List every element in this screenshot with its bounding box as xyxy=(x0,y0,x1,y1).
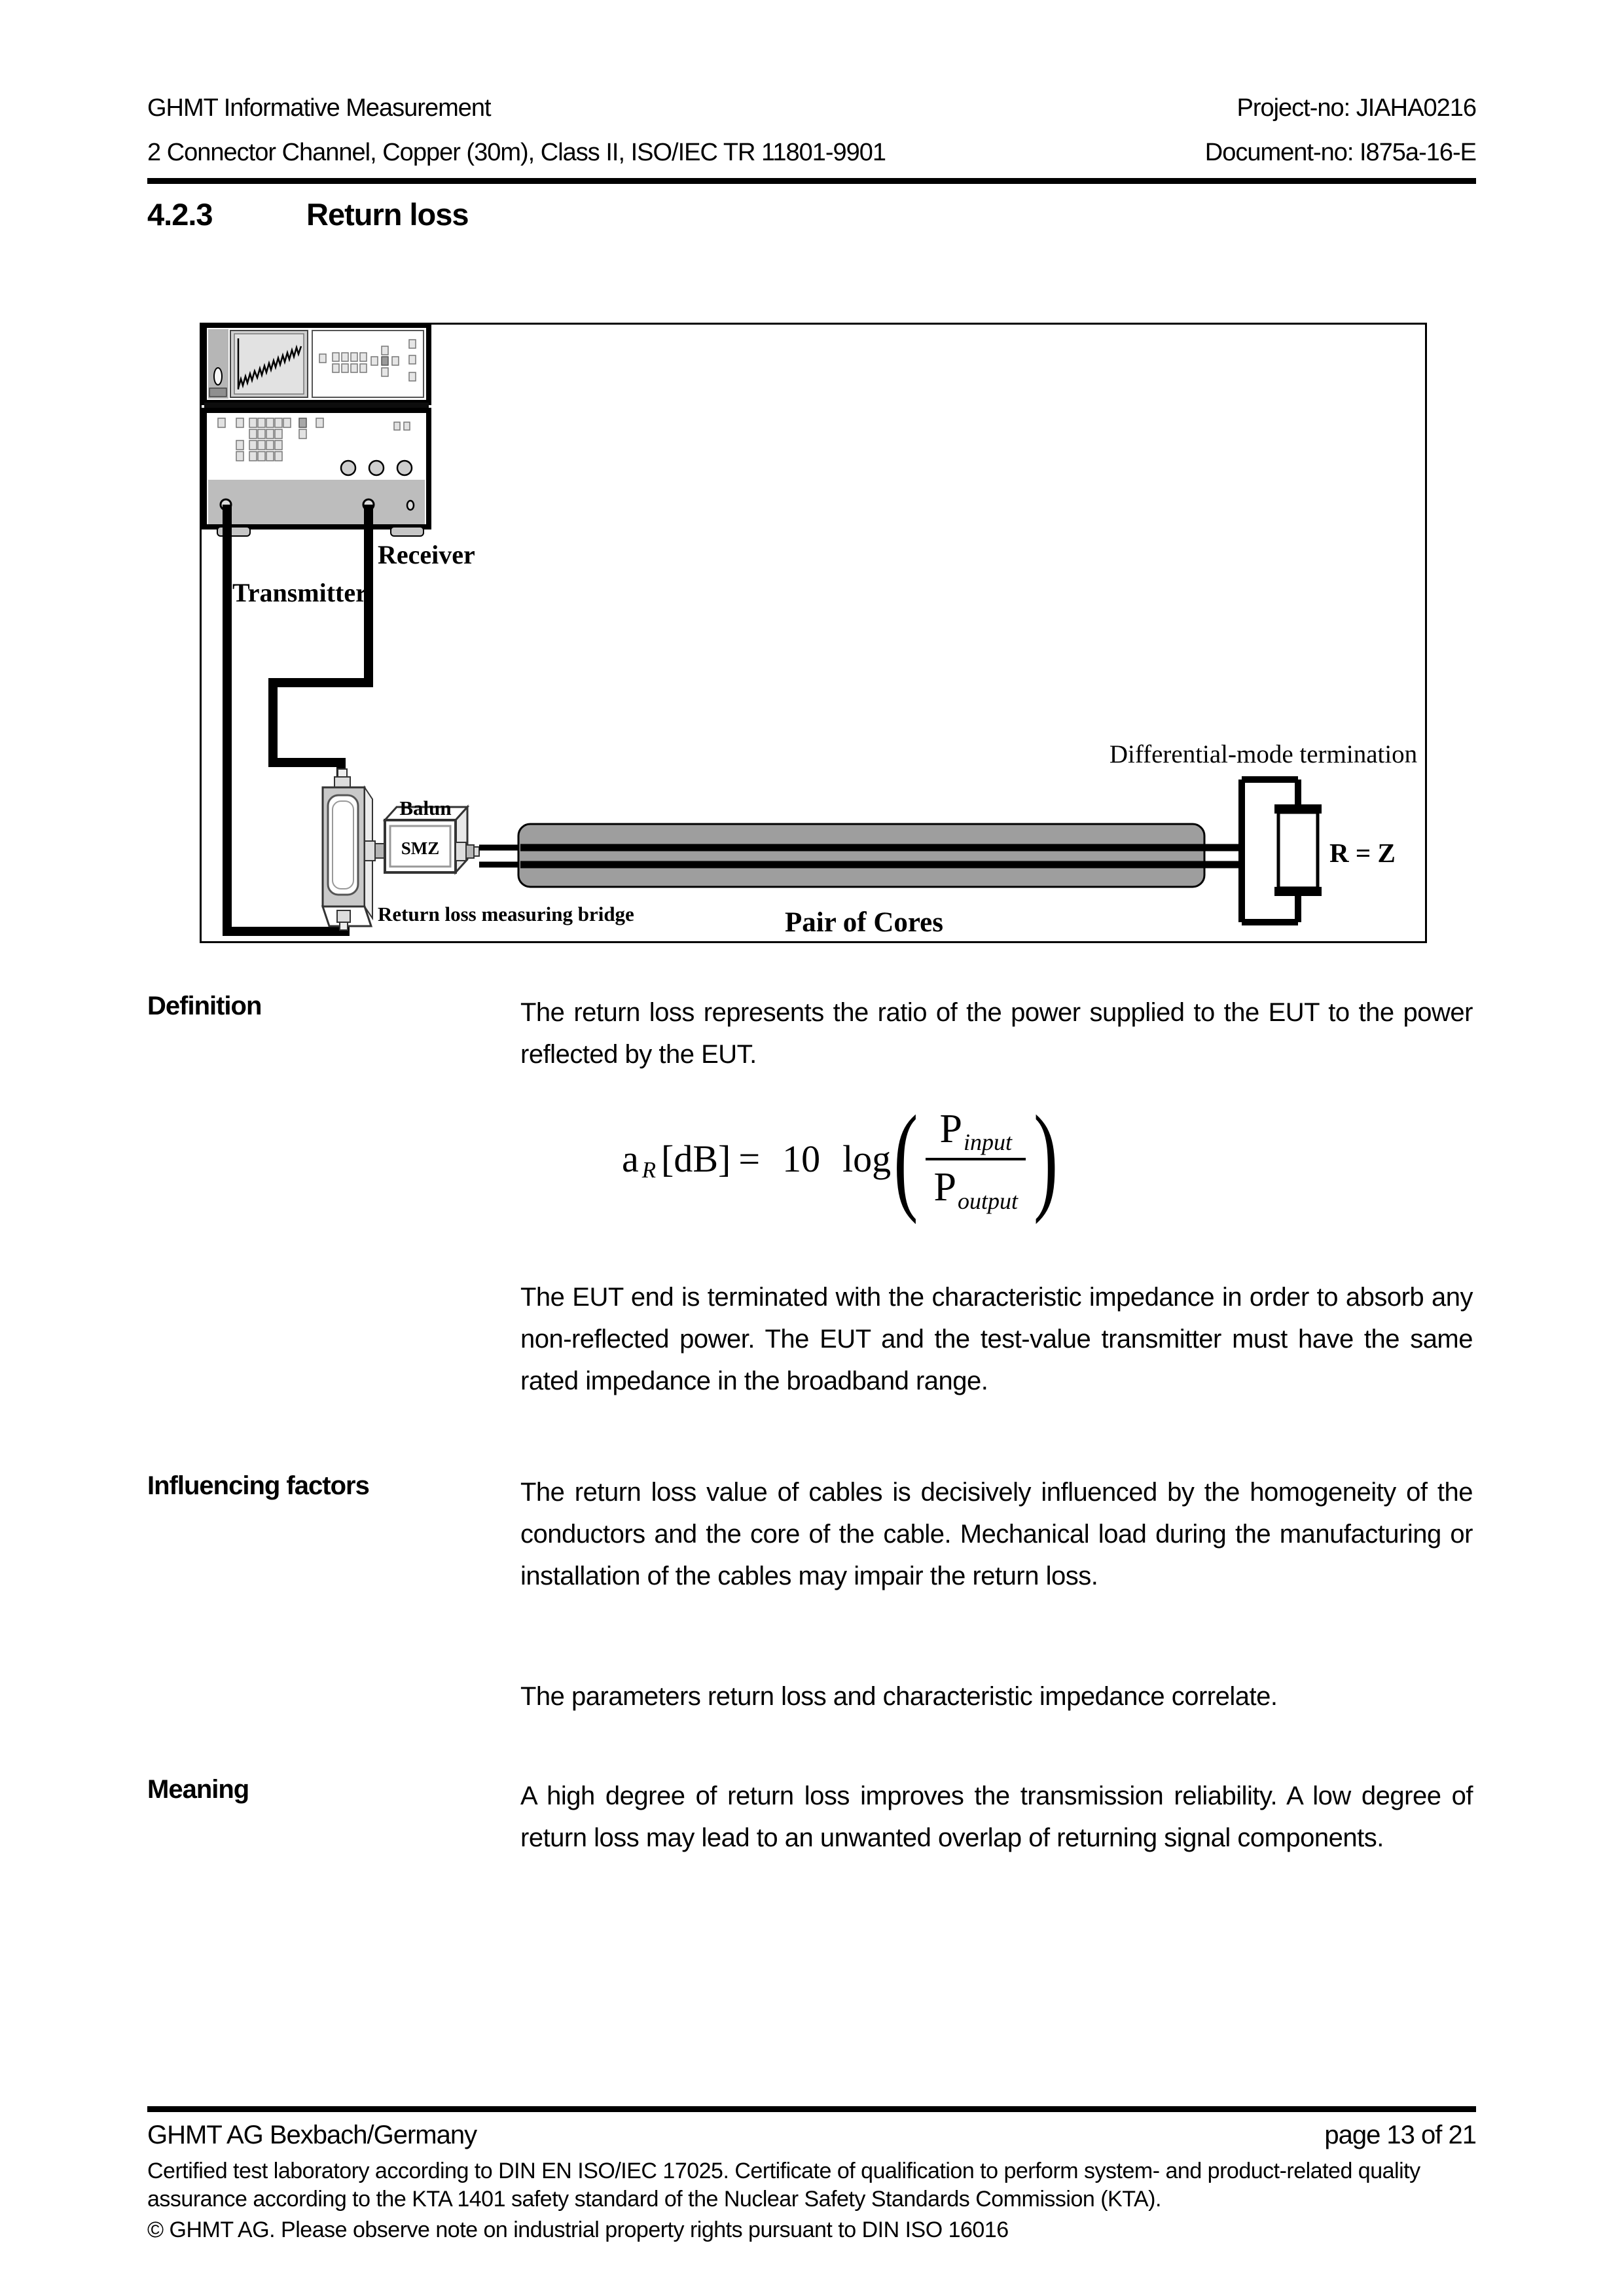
influencing-factors-paragraph-2: The parameters return loss and characteristic impedance correlate. xyxy=(520,1682,1278,1711)
meaning-label: Meaning xyxy=(147,1775,249,1804)
influencing-factors-paragraph: The return loss value of cables is decisively influenced by the homogeneity of the conductors and the core of the cable. Mechanical load during the manufacturing or installation of the cables may impair the return loss. xyxy=(520,1478,1473,1590)
formula-coefficient: 10 xyxy=(782,1137,821,1180)
definition-paragraph: The return loss represents the ratio of the power supplied to the EUT to the power reflected by the EUT. xyxy=(520,998,1473,1069)
header-project-no: Project-no: JIAHA0216 xyxy=(1236,94,1476,122)
differential-termination-label: Differential-mode termination xyxy=(1109,740,1418,768)
close-paren: ) xyxy=(1033,1091,1058,1225)
smz-label: SMZ xyxy=(401,838,440,858)
receiver-label: Receiver xyxy=(378,540,475,569)
definition-paragraph-2: The EUT end is terminated with the characteristic impedance in order to absorb any non-reflected power. The EUT and the test-value transmitter must have the same rated impedance in the broadband range. xyxy=(520,1283,1473,1395)
footer-copyright: © GHMT AG. Please observe note on industrial property rights pursuant to DIN ISO 16016 xyxy=(147,2217,1009,2242)
footer-company: GHMT AG Bexbach/Germany xyxy=(147,2121,477,2149)
influencing-factors-label: Influencing factors xyxy=(147,1471,369,1500)
meaning-paragraph: A high degree of return loss improves the transmission reliability. A low degree of return loss may lead to an unwanted overlap of returning signal components. xyxy=(520,1782,1473,1852)
header-document-no: Document-no: I875a-16-E xyxy=(1204,139,1476,166)
formula-log: log xyxy=(842,1137,892,1180)
resistor xyxy=(1278,812,1318,888)
footer-certification: Certified test laboratory according to DIN EN ISO/IEC 17025. Certificate of qualification to perform system- and product-related quality assurance according to the KTA 1401 safety standard of the Nuclear Safety Standards Commission (KTA). xyxy=(147,2159,1420,2212)
formula-lhs: a R [dB] xyxy=(622,1137,731,1183)
formula-equals: = xyxy=(738,1137,761,1180)
bridge-label: Return loss measuring bridge xyxy=(378,903,634,925)
pair-of-cores-label: Pair of Cores xyxy=(784,907,944,938)
instrument-foot xyxy=(391,527,424,536)
connector-strip xyxy=(208,480,425,524)
return-loss-formula xyxy=(622,1083,1060,1234)
knob xyxy=(397,461,412,475)
termination-value-label: R = Z xyxy=(1329,838,1396,868)
balun-label: Balun xyxy=(399,797,452,819)
network-analyzer xyxy=(204,325,429,536)
open-paren: ( xyxy=(893,1091,918,1225)
footer-main xyxy=(147,2121,1476,2150)
transmitter-label: Transmitter xyxy=(232,578,367,607)
section-number: 4.2.3 xyxy=(147,197,213,232)
instrument-foot xyxy=(217,527,250,536)
header-doc-title: GHMT Informative Measurement xyxy=(147,94,491,122)
footer-rule xyxy=(147,2106,1476,2112)
header-doc-subtitle: 2 Connector Channel, Copper (30m), Class II, ISO/IEC TR 11801-9901 xyxy=(147,139,886,166)
pair-of-cores-cable xyxy=(518,824,1204,887)
page-title: Return loss xyxy=(306,197,469,232)
keypad-panel xyxy=(312,331,424,397)
footer-page-number: page 13 of 21 xyxy=(1324,2121,1476,2149)
definition-label: Definition xyxy=(147,992,262,1020)
measurement-setup-figure xyxy=(200,323,1427,943)
header-rule xyxy=(147,178,1476,184)
knob xyxy=(369,461,384,475)
formula-fraction: $\frac{P_{input}}{P_{output}}$ xyxy=(926,1105,1026,1213)
power-switch xyxy=(214,368,222,385)
knob xyxy=(341,461,355,475)
